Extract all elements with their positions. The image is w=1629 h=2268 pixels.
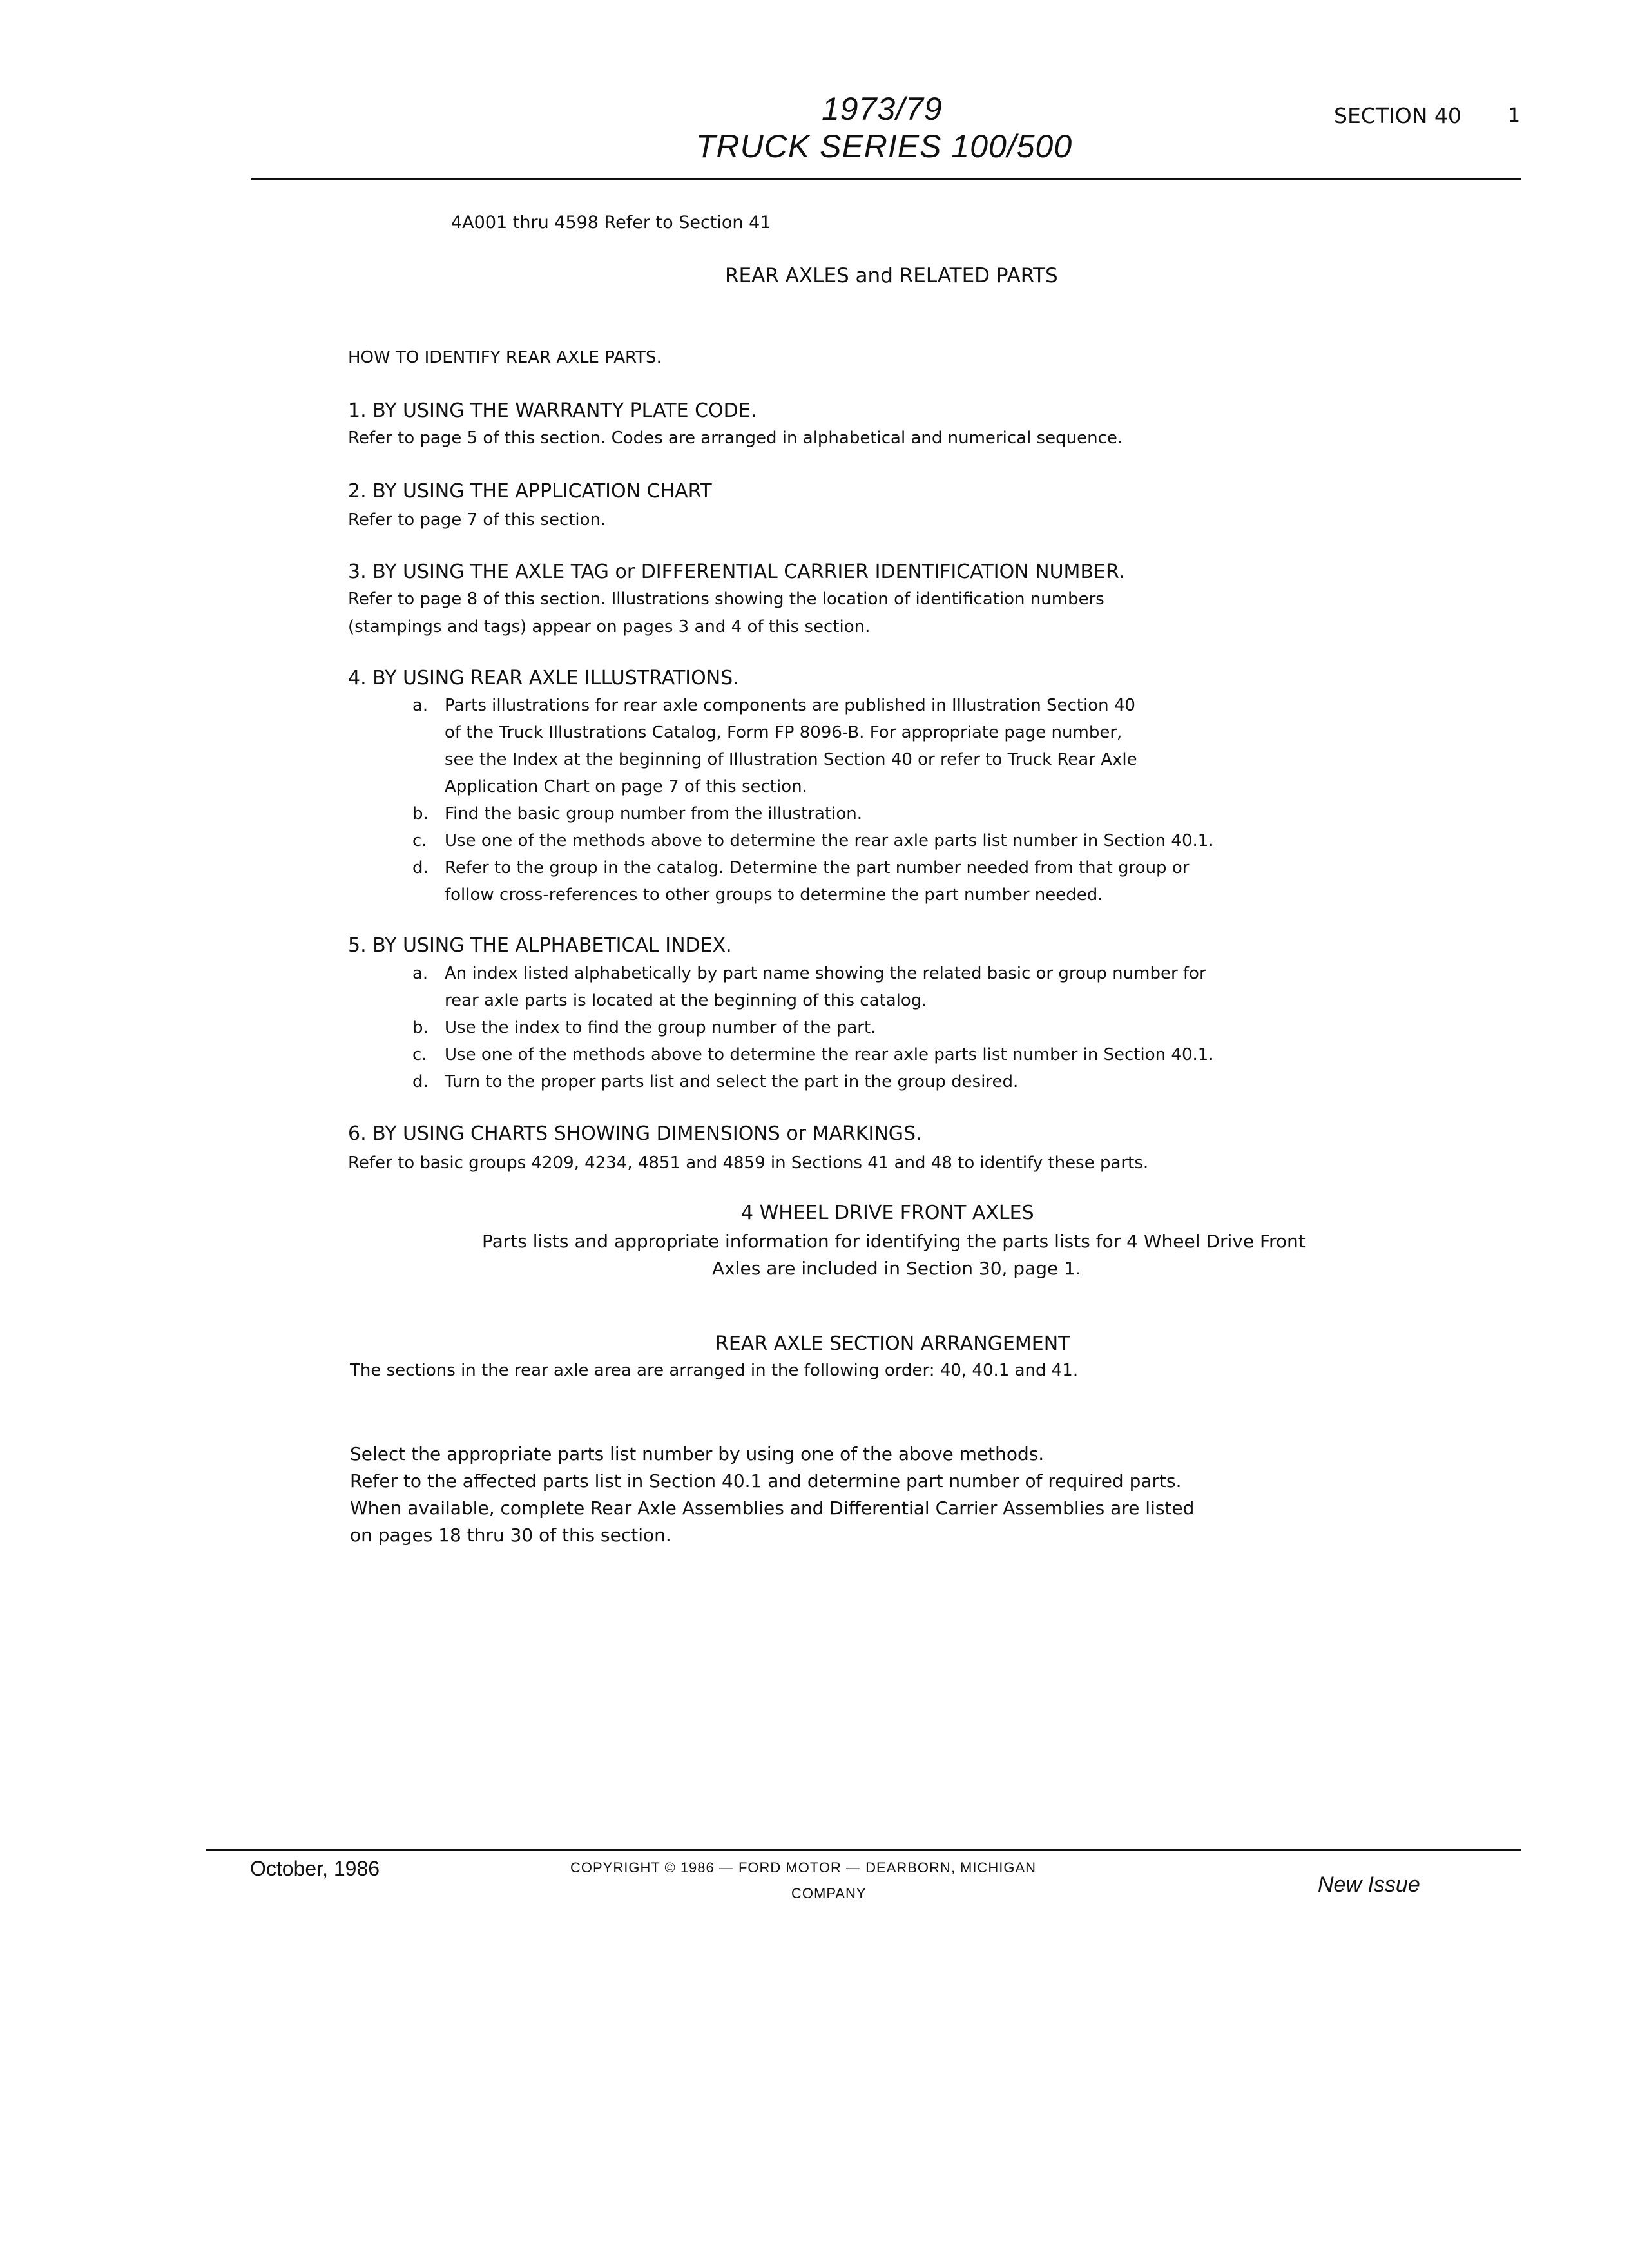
footer-status: New Issue	[1318, 1872, 1420, 1897]
method-5c-line: Use one of the methods above to determine the rear axle parts list number in Section 40.1.	[445, 1045, 1214, 1064]
method-4-heading: 4. BY USING REAR AXLE ILLUSTRATIONS.	[348, 667, 739, 689]
section-label: SECTION 40	[1334, 103, 1461, 128]
item-label: c.	[412, 1045, 427, 1064]
method-2-line: Refer to page 7 of this section.	[348, 510, 606, 530]
method-5a-line: rear axle parts is located at the beginning of this catalog.	[445, 991, 927, 1010]
how-to-heading: HOW TO IDENTIFY REAR AXLE PARTS.	[348, 348, 662, 367]
method-4d-line: Refer to the group in the catalog. Determine the part number needed from that group or	[445, 858, 1190, 878]
method-4a-line: Application Chart on page 7 of this section.	[445, 777, 807, 796]
method-1-heading: 1. BY USING THE WARRANTY PLATE CODE.	[348, 399, 757, 422]
header-years: 1973/79	[822, 91, 943, 127]
method-4c-line: Use one of the methods above to determine the rear axle parts list number in Section 40.1.	[445, 831, 1214, 850]
closing-line: When available, complete Rear Axle Assemblies and Differential Carrier Assemblies are listed	[350, 1497, 1195, 1519]
header-series: TRUCK SERIES 100/500	[696, 128, 1073, 164]
arrangement-line: The sections in the rear axle area are arranged in the following order: 40, 40.1 and 41.	[350, 1361, 1079, 1380]
item-label: d.	[412, 858, 429, 878]
closing-line: Refer to the affected parts list in Section 40.1 and determine part number of required parts.	[350, 1470, 1182, 1492]
method-2-heading: 2. BY USING THE APPLICATION CHART	[348, 480, 712, 503]
footer-date: October, 1986	[250, 1857, 380, 1880]
fwd-line: Parts lists and appropriate information for identifying the parts lists for 4 Wheel Drive Front	[482, 1231, 1306, 1252]
method-3-heading: 3. BY USING THE AXLE TAG or DIFFERENTIAL CARRIER IDENTIFICATION NUMBER.	[348, 561, 1125, 583]
page-title: REAR AXLES and RELATED PARTS	[725, 264, 1058, 287]
item-label: b.	[412, 1018, 429, 1037]
method-3-line: Refer to page 8 of this section. Illustrations showing the location of identification numbers	[348, 590, 1104, 609]
item-label: b.	[412, 804, 429, 823]
header-rule	[251, 178, 1521, 180]
refer-note: 4A001 thru 4598 Refer to Section 41	[451, 213, 771, 233]
method-5b-line: Use the index to find the group number of the part.	[445, 1018, 876, 1037]
page-number: 1	[1508, 104, 1521, 127]
item-label: d.	[412, 1072, 429, 1091]
item-label: a.	[412, 696, 429, 715]
method-1-line: Refer to page 5 of this section. Codes are arranged in alphabetical and numerical sequence.	[348, 428, 1123, 448]
footer-copyright: COPYRIGHT © 1986 — FORD MOTOR — DEARBORN, MICHIGAN	[570, 1860, 1037, 1876]
arrangement-title: REAR AXLE SECTION ARRANGEMENT	[715, 1332, 1070, 1355]
method-6-heading: 6. BY USING CHARTS SHOWING DIMENSIONS or MARKINGS.	[348, 1122, 922, 1145]
method-6-line: Refer to basic groups 4209, 4234, 4851 and 4859 in Sections 41 and 48 to identify these parts.	[348, 1153, 1149, 1173]
footer-company: COMPANY	[791, 1885, 867, 1901]
closing-line: on pages 18 thru 30 of this section.	[350, 1524, 671, 1546]
method-4a-line: Parts illustrations for rear axle components are published in Illustration Section 40	[445, 696, 1135, 715]
method-5d-line: Turn to the proper parts list and select the part in the group desired.	[445, 1072, 1019, 1091]
method-4a-line: see the Index at the beginning of Illustration Section 40 or refer to Truck Rear Axle	[445, 750, 1137, 769]
fwd-title: 4 WHEEL DRIVE FRONT AXLES	[741, 1202, 1034, 1224]
closing-line: Select the appropriate parts list number by using one of the above methods.	[350, 1443, 1045, 1465]
method-5-heading: 5. BY USING THE ALPHABETICAL INDEX.	[348, 934, 732, 957]
method-4d-line: follow cross-references to other groups to determine the part number needed.	[445, 885, 1103, 905]
method-3-line: (stampings and tags) appear on pages 3 and 4 of this section.	[348, 617, 871, 637]
item-label: c.	[412, 831, 427, 850]
fwd-line: Axles are included in Section 30, page 1.	[712, 1258, 1081, 1279]
footer-rule	[206, 1849, 1521, 1851]
method-4a-line: of the Truck Illustrations Catalog, Form FP 8096-B. For appropriate page number,	[445, 723, 1123, 742]
item-label: a.	[412, 964, 429, 983]
method-4b-line: Find the basic group number from the illustration.	[445, 804, 863, 823]
method-5a-line: An index listed alphabetically by part name showing the related basic or group number for	[445, 964, 1206, 983]
